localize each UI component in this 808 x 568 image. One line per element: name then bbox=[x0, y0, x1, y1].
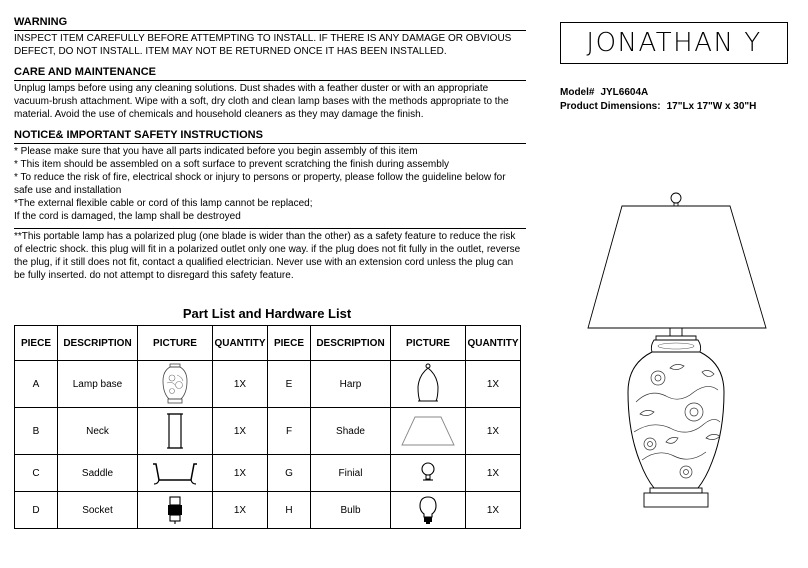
piece-cell: C bbox=[15, 455, 58, 492]
brand-logo bbox=[560, 22, 788, 64]
description-cell: Finial bbox=[311, 455, 391, 492]
table-header-row bbox=[15, 326, 521, 361]
piece-cell: F bbox=[268, 408, 311, 455]
quantity-cell: 1X bbox=[466, 408, 521, 455]
shade-icon bbox=[399, 414, 457, 448]
polarized-plug-note: **This portable lamp has a polarized plug (one blade is wider than the other) as a safety feature to reduce the risk of electric shock. this plug will fit in a polarized outlet only one way. if the plug does not fit fully in the outlet, reverse the plug, if it still does not fit, contact a qualified electrician. Never use with an extension cord unless the plug can be fully inserted. do not attempt to disregard this safety feature. bbox=[14, 228, 526, 282]
description-cell: Neck bbox=[58, 408, 138, 455]
piece-cell: D bbox=[15, 492, 58, 529]
saddle-icon bbox=[150, 460, 200, 486]
finial-icon bbox=[418, 461, 438, 485]
dimensions-line bbox=[560, 100, 756, 114]
header-picture: PICTURE bbox=[391, 326, 466, 361]
brand-name: JONATHAN Y bbox=[586, 28, 762, 58]
quantity-cell: 1X bbox=[213, 455, 268, 492]
socket-icon bbox=[163, 495, 187, 525]
description-cell: Socket bbox=[58, 492, 138, 529]
safety-title: NOTICE& IMPORTANT SAFETY INSTRUCTIONS bbox=[14, 129, 526, 144]
description-cell: Harp bbox=[311, 361, 391, 408]
table-row bbox=[15, 361, 521, 408]
model-label: Model# bbox=[560, 87, 595, 98]
header-picture: PICTURE bbox=[138, 326, 213, 361]
safety-list bbox=[14, 145, 526, 223]
description-cell: Shade bbox=[311, 408, 391, 455]
header-quantity: QUANTITY bbox=[466, 326, 521, 361]
header-quantity: QUANTITY bbox=[213, 326, 268, 361]
description-cell: Bulb bbox=[311, 492, 391, 529]
description-cell: Lamp base bbox=[58, 361, 138, 408]
parts-list-title: Part List and Hardware List bbox=[182, 306, 352, 321]
piece-cell: G bbox=[268, 455, 311, 492]
table-row bbox=[15, 455, 521, 492]
harp-icon bbox=[411, 363, 445, 405]
lamp-base-icon bbox=[160, 363, 190, 405]
model-line bbox=[560, 86, 756, 100]
header-piece: PIECE bbox=[268, 326, 311, 361]
care-body: Unplug lamps before using any cleaning solutions. Dust shades with a feather duster or with an appropriate vacuum-brush attachment. Wipe with a soft, dry cloth and clean lamp bases with the methods appropriate to the material. Avoid the use of chemicals and household cleaners as they may damage the finish. bbox=[14, 83, 509, 120]
quantity-cell: 1X bbox=[466, 492, 521, 529]
product-info bbox=[560, 86, 756, 114]
safety-item: * To reduce the risk of fire, electrical shock or injury to persons or property, please follow the guideline below for safe use and installation bbox=[14, 172, 506, 196]
quantity-cell: 1X bbox=[466, 361, 521, 408]
safety-item: If the cord is damaged, the lamp shall be destroyed bbox=[14, 211, 241, 222]
header-description: DESCRIPTION bbox=[58, 326, 138, 361]
quantity-cell: 1X bbox=[213, 361, 268, 408]
piece-cell: H bbox=[268, 492, 311, 529]
model-value: JYL6604A bbox=[600, 87, 649, 98]
header-description: DESCRIPTION bbox=[311, 326, 391, 361]
lamp-illustration bbox=[570, 192, 775, 510]
dimensions-label: Product Dimensions: bbox=[560, 101, 661, 112]
piece-cell: B bbox=[15, 408, 58, 455]
quantity-cell: 1X bbox=[213, 492, 268, 529]
dimensions-value: 17"Lx 17"W x 30"H bbox=[666, 101, 757, 112]
header-piece: PIECE bbox=[15, 326, 58, 361]
piece-cell: E bbox=[268, 361, 311, 408]
quantity-cell: 1X bbox=[213, 408, 268, 455]
bulb-icon bbox=[417, 495, 439, 525]
table-row bbox=[15, 492, 521, 529]
safety-item: * Please make sure that you have all parts indicated before you begin assembly of this item bbox=[14, 146, 418, 157]
safety-item: * This item should be assembled on a soft surface to prevent scratching the finish during assembly bbox=[14, 159, 450, 170]
parts-table bbox=[14, 325, 521, 529]
description-cell: Saddle bbox=[58, 455, 138, 492]
table-row bbox=[15, 408, 521, 455]
piece-cell: A bbox=[15, 361, 58, 408]
quantity-cell: 1X bbox=[466, 455, 521, 492]
care-title: CARE AND MAINTENANCE bbox=[14, 66, 526, 81]
warning-body: INSPECT ITEM CAREFULLY BEFORE ATTEMPTING TO INSTALL. IF THERE IS ANY DAMAGE OR OBVIOUS DEFECT, DO NOT INSTALL. ITEM MAY NOT BE RETURNED ONCE IT HAS BEEN INSTALLED. bbox=[14, 33, 512, 57]
neck-icon bbox=[164, 412, 186, 450]
instructions-column bbox=[14, 16, 526, 282]
warning-title: WARNING bbox=[14, 16, 526, 31]
safety-item: *The external flexible cable or cord of this lamp cannot be replaced; bbox=[14, 198, 313, 209]
